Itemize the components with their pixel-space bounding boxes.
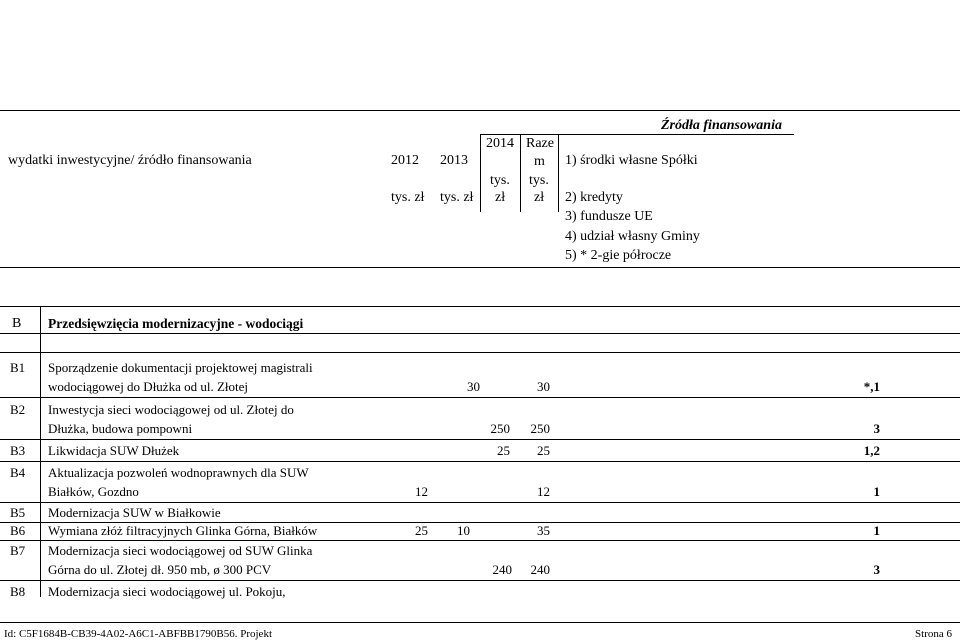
sources-title: Źródła finansowania bbox=[661, 118, 782, 133]
row-code: B8 bbox=[10, 584, 26, 599]
row-code: B3 bbox=[10, 443, 26, 458]
section-top-border bbox=[0, 306, 960, 307]
row-description-line2: wodociągowej do Dłużka od ul. Złotej bbox=[48, 379, 249, 394]
column-description-header: wydatki inwestycyjne/ źródło finansowania bbox=[8, 153, 252, 168]
unit-2014-line2: zł bbox=[495, 190, 506, 205]
row-source: *,1 bbox=[863, 379, 880, 394]
row-value-2014: 25 bbox=[497, 443, 510, 458]
row-source: 1,2 bbox=[863, 443, 880, 458]
footer-border bbox=[0, 622, 960, 623]
total-header-mid: m bbox=[534, 154, 545, 169]
unit-2013: tys. zł bbox=[440, 190, 474, 205]
unit-total-line2: zł bbox=[534, 190, 545, 205]
row-separator bbox=[0, 397, 960, 398]
row-description-line2: Białków, Gozdno bbox=[48, 484, 139, 499]
row-separator bbox=[0, 502, 960, 503]
row-separator bbox=[0, 439, 960, 440]
unit-total-line1: tys. bbox=[529, 173, 549, 188]
row-source: 1 bbox=[873, 484, 880, 499]
header-bottom-border bbox=[0, 267, 960, 268]
row-value-2013: 10 bbox=[457, 523, 470, 538]
section-title: Przedsięwzięcia modernizacyjne - wodociągi bbox=[48, 316, 304, 331]
year-2014-header: 2014 bbox=[486, 136, 514, 151]
row-description-line1: Modernizacja SUW w Białkowie bbox=[48, 505, 221, 520]
header-top-border bbox=[0, 110, 960, 111]
row-value-total: 240 bbox=[530, 562, 550, 577]
row-description-line2: Dłużka, budowa pompowni bbox=[48, 421, 193, 436]
row-code: B4 bbox=[10, 465, 26, 480]
row-source: 3 bbox=[873, 562, 880, 577]
row-value-2014: 240 bbox=[492, 562, 512, 577]
row-description-line1: Sporządzenie dokumentacji projektowej magistrali bbox=[48, 360, 313, 375]
section-spacer-bottom bbox=[0, 352, 960, 353]
row-separator bbox=[0, 461, 960, 462]
row-value-2014: 250 bbox=[490, 421, 510, 436]
source-option-1: 1) środki własne Spółki bbox=[565, 153, 698, 168]
row-code: B2 bbox=[10, 402, 26, 417]
row-description-line1: Modernizacja sieci wodociągowej od SUW Glinka bbox=[48, 543, 313, 558]
row-value-total: 12 bbox=[537, 484, 550, 499]
footer-page-number: Strona 6 bbox=[915, 628, 952, 640]
row-value-total: 250 bbox=[530, 421, 550, 436]
row-value-2012: 25 bbox=[415, 523, 428, 538]
row-value-total: 35 bbox=[537, 523, 550, 538]
source-option-2: 2) kredyty bbox=[565, 190, 623, 205]
row-description-line2: Górna do ul. Złotej dł. 950 mb, ø 300 PCV bbox=[48, 562, 272, 577]
row-description-line1: Aktualizacja pozwoleń wodnoprawnych dla SUW bbox=[48, 465, 309, 480]
sources-title-underline bbox=[480, 134, 794, 135]
header-divider-total-source bbox=[558, 134, 559, 212]
row-code: B7 bbox=[10, 543, 26, 558]
unit-2012: tys. zł bbox=[391, 190, 425, 205]
source-option-4: 4) udział własny Gminy bbox=[565, 229, 700, 244]
source-option-5: 5) * 2-gie półrocze bbox=[565, 248, 672, 263]
row-separator bbox=[0, 580, 960, 581]
year-2012-header: 2012 bbox=[391, 153, 419, 168]
header-divider-2014-total bbox=[520, 134, 521, 212]
row-value-2012: 12 bbox=[415, 484, 428, 499]
header-divider-2013-2014 bbox=[480, 134, 481, 212]
source-option-3: 3) fundusze UE bbox=[565, 209, 653, 224]
row-value-2013: 30 bbox=[467, 379, 480, 394]
year-2013-header: 2013 bbox=[440, 153, 468, 168]
section-code: B bbox=[12, 316, 22, 331]
row-description-line1: Likwidacja SUW Dłużek bbox=[48, 443, 180, 458]
code-column-divider bbox=[40, 306, 41, 597]
row-code: B5 bbox=[10, 505, 26, 520]
row-code: B6 bbox=[10, 523, 26, 538]
row-description-line1: Modernizacja sieci wodociągowej ul. Pokoju, bbox=[48, 584, 286, 599]
row-description-line1: Inwestycja sieci wodociągowej od ul. Złotej do bbox=[48, 402, 294, 417]
footer-document-id: Id: C5F1684B-CB39-4A02-A6C1-ABFBB1790B56. Projekt bbox=[4, 628, 272, 640]
row-description-line1: Wymiana złóż filtracyjnych Glinka Górna, Białków bbox=[48, 523, 318, 538]
row-separator bbox=[0, 540, 960, 541]
row-source: 3 bbox=[873, 421, 880, 436]
row-source: 1 bbox=[873, 523, 880, 538]
unit-2014-line1: tys. bbox=[490, 173, 510, 188]
row-code: B1 bbox=[10, 360, 26, 375]
row-value-total: 30 bbox=[537, 379, 550, 394]
row-value-total: 25 bbox=[537, 443, 550, 458]
section-title-bottom bbox=[0, 333, 960, 334]
total-header-top: Raze bbox=[526, 136, 554, 151]
